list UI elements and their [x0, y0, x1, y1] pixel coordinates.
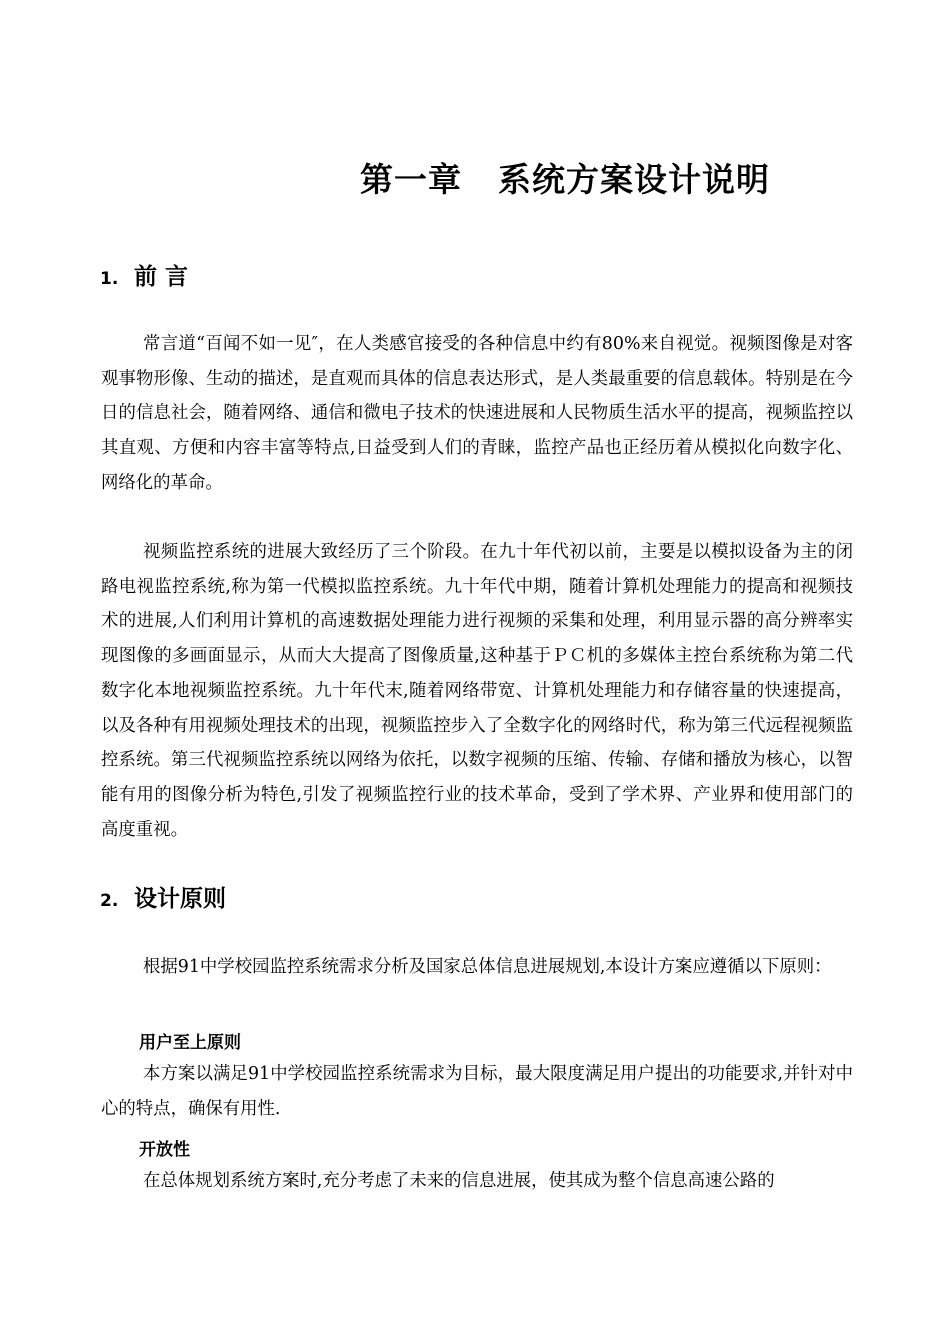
section-heading-design-principles — [100, 880, 226, 913]
principle-heading-user-first: 用户至上原则 — [139, 1033, 241, 1053]
preface-paragraph-2: 视频监控系统的进展大致经历了三个阶段。在九十年代初以前，主要是以模拟设备为主的闭路电视监控系统,称为第一代模拟监控系统。九十年代中期，随着计算机处理能力的提高和视频技术的进展,人们利用计算机的高速数据处理能力进行视频的采集和处理，利用显示器的高分辨率实现图像的多画面显示，从而大大提高了图像质量,这种基于ＰＣ机的多媒体主控台系统称为第二代数字化本地视频监控系统。九十年代末,随着网络带宽、计算机处理能力和存储容量的快速提高，以及各种有用视频处理技术的出现，视频监控步入了全数字化的网络时代，称为第三代远程视频监控系统。第三代视频监控系统以网络为依托，以数字视频的压缩、传输、存储和播放为核心，以智能有用的图像分析为特色,引发了视频监控行业的技术革命，受到了学术界、产业界和使用部门的高度重视。 — [101, 542, 853, 840]
chapter-title-text: 系统方案设计说明 — [498, 160, 770, 199]
chapter-title — [360, 154, 770, 201]
section-title: 设计原则 — [134, 886, 226, 912]
principles-intro-paragraph: 根据91中学校园监控系统需求分析及国家总体信息进展规划,本设计方案应遵循以下原则： — [143, 957, 832, 977]
section-heading-preface — [100, 258, 188, 291]
principle-text-user-first: 本方案以满足91中学校园监控系统需求为目标，最大限度满足用户提出的功能要求,并针对中心的特点，确保有用性. — [101, 1064, 853, 1119]
principle-text-openness: 在总体规划系统方案时,充分考虑了未来的信息进展，使其成为整个信息高速公路的 — [143, 1171, 775, 1191]
section-number: 1. — [100, 269, 119, 289]
chapter-number: 第一章 — [360, 160, 462, 199]
section-number: 2. — [100, 891, 119, 911]
section-title: 前 言 — [134, 264, 189, 290]
preface-paragraph-1: 常言道“百闻不如一见″，在人类感官接受的各种信息中约有80%来自视觉。视频图像是对客观事物形像、生动的描述，是直观而具体的信息表达形式，是人类最重要的信息载体。特别是在今日的信息社会，随着网络、通信和微电子技术的快速进展和人民物质生活水平的提高，视频监控以其直观、方便和内容丰富等特点,日益受到人们的青睐，监控产品也正经历着从模拟化向数字化、网络化的革命。 — [101, 334, 853, 493]
principle-heading-openness: 开放性 — [139, 1140, 190, 1160]
